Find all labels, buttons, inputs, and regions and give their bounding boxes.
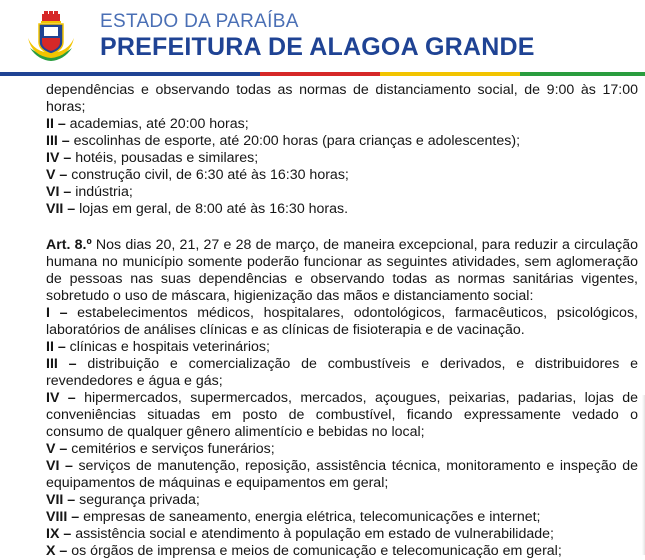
list-item: VII – segurança privada; bbox=[46, 492, 200, 508]
list-item-continuation: equipamentos de máquinas e equipamentos em geral; bbox=[46, 475, 389, 491]
article-heading-line: Art. 8.º Nos dias 20, 21, 27 e 28 de março, de maneira excepcional, para reduzir a circulação bbox=[46, 237, 638, 253]
list-item: V – cemitérios e serviços funerários; bbox=[46, 441, 275, 457]
list-item: II – academias, até 20:00 horas; bbox=[46, 116, 249, 132]
list-item: IV – hipermercados, supermercados, mercados, açougues, peixarias, padarias, lojas de bbox=[46, 390, 638, 406]
text-line: horas; bbox=[46, 99, 86, 115]
list-item-continuation: laboratórios de análises clínicas e as clínicas de fisioterapia e de vacinação. bbox=[46, 322, 525, 338]
list-item: V – construção civil, de 6:30 até às 16:30 horas; bbox=[46, 167, 349, 183]
list-item: III – escolinhas de esporte, até 20:00 horas (para crianças e adolescentes); bbox=[46, 133, 521, 149]
text-line: humana no município somente poderão funcionar as seguintes atividades, sem aglomeração bbox=[46, 254, 638, 270]
list-item: VI – indústria; bbox=[46, 184, 133, 200]
list-item: IV – hotéis, pousadas e similares; bbox=[46, 150, 259, 166]
list-item: VI – serviços de manutenção, reposição, assistência técnica, monitoramento e inspeção de bbox=[46, 458, 638, 474]
decree-text bbox=[46, 82, 638, 560]
flag-stripe bbox=[0, 72, 645, 76]
list-item: VIII – empresas de saneamento, energia elétrica, telecomunicações e internet; bbox=[46, 509, 541, 525]
city-crest-icon bbox=[22, 8, 80, 66]
text-line: de pessoas nas suas dependências e observando todas as normas sanitárias vigentes, bbox=[46, 271, 638, 287]
list-item-continuation: consumo de qualquer gênero alimentício e bebidas no local; bbox=[46, 424, 425, 440]
text-line: sobretudo o uso de máscara, higienização das mãos e distanciamento social: bbox=[46, 288, 534, 304]
letterhead bbox=[0, 0, 645, 82]
state-name: ESTADO DA PARAÍBA bbox=[100, 11, 299, 32]
article-label: Art. 8.º bbox=[46, 237, 92, 253]
list-item: III – distribuição e comercialização de combustíveis e derivados, e distribuidores e bbox=[46, 356, 638, 372]
list-item: VII – lojas em geral, de 8:00 até às 16:30 horas. bbox=[46, 201, 349, 217]
list-item: I – estabelecimentos médicos, hospitalares, odontológicos, farmacêuticos, psicológicos, bbox=[46, 305, 638, 321]
list-item-continuation: conveniências situadas em posto de combustível, ficando expressamente vedado o bbox=[46, 407, 638, 423]
list-item: II – clínicas e hospitais veterinários; bbox=[46, 339, 270, 355]
list-item: X – os órgãos de imprensa e meios de comunicação e telecomunicação em geral; bbox=[46, 543, 562, 559]
list-item-continuation: revendedores e água e gás; bbox=[46, 373, 223, 389]
list-item: IX – assistência social e atendimento à população em estado de vulnerabilidade; bbox=[46, 526, 554, 542]
text-line: dependências e observando todas as normas de distanciamento social, de 9:00 às 17:00 bbox=[46, 82, 638, 98]
city-hall-name: PREFEITURA DE ALAGOA GRANDE bbox=[100, 33, 535, 61]
